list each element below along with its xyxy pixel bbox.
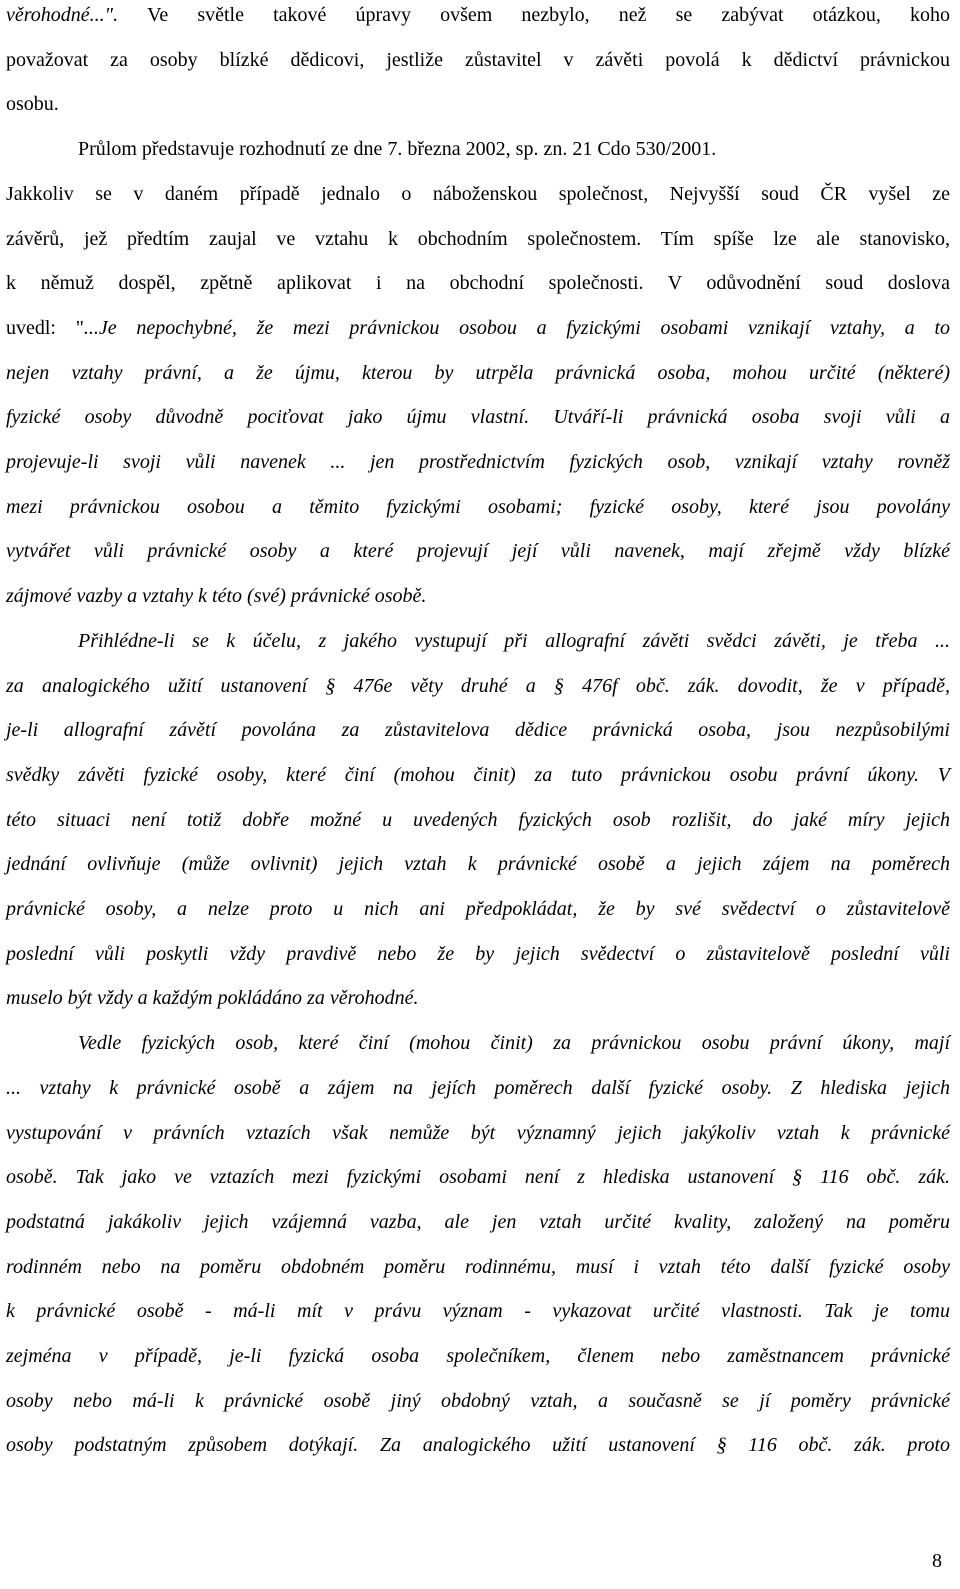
text-segment: k němuž dospěl, zpětně aplikovat i na obchodní společnosti. V odůvodnění soud doslova [6,272,950,295]
italic-text-segment: k právnické osobě - má-li mít v právu význam - vykazovat určité vlastnosti. Tak je tomu [6,1300,950,1323]
italic-text-segment: ... vztahy k právnické osobě a zájem na jejích poměrech další fyzické osoby. Z hlediska jejich [6,1076,950,1099]
text-segment: Jakkoliv se v daném případě jednalo o náboženskou společnost, Nejvyšší soud ČR vyšel ze [6,182,950,205]
text-line [6,941,950,967]
text-line [6,807,950,833]
italic-text-segment: poslední vůli poskytli vždy pravdivě nebo že by jejich svědectví o zůstavitelově poslední vůli [6,942,950,965]
text-line [6,404,950,430]
text-line [6,494,950,520]
text-line [6,896,950,922]
text-line [78,1030,950,1056]
italic-text-segment: osoby nebo má-li k právnické osobě jiný obdobný vztah, a současně se jí poměry právnické [6,1389,950,1412]
italic-text-segment: osoby podstatným způsobem dotýkají. Za analogického užití ustanovení § 116 obč. zák. proto [6,1434,950,1457]
italic-text-segment: za analogického užití ustanovení § 476e věty druhé a § 476f obč. zák. dovodit, že v případě, [6,674,950,697]
text-line [6,538,950,564]
italic-text-segment: věrohodné...". [6,4,148,26]
italic-text-segment: svědky závěti fyzické osoby, které činí (mohou činit) za tuto právnickou osobu právní úkony. V [6,763,950,786]
text-line [6,1298,950,1324]
text-line [6,1388,950,1414]
italic-text-segment: mezi právnickou osobou a těmito fyzickými osobami; fyzické osoby, které jsou povolány [6,495,950,518]
italic-text-segment: právnické osoby, a nelze proto u nich ani předpokládat, že by své svědectví o zůstavitelově [6,898,950,920]
italic-text-segment: ...Je nepochybné, že mezi právnickou osobou a fyzickými osobami vznikají vztahy, a to [83,316,950,339]
text-line [6,1343,950,1369]
text-segment: závěrů, jež předtím zaujal ve vztahu k obchodním společnostem. Tím spíše lze ale stanovisko, [6,227,950,250]
text-line [6,47,950,73]
italic-text-segment: jednání ovlivňuje (může ovlivnit) jejich vztah k právnické osobě a jejich zájem na poměrech [6,853,950,876]
italic-text-segment: zejména v případě, je-li fyzická osoba společníkem, členem nebo zaměstnancem právnické [6,1345,950,1367]
italic-text-segment: této situaci není totiž dobře možné u uvedených fyzických osob rozlišit, do jaké míry jejich [6,808,950,831]
italic-text-segment: projevuje-li svoji vůli navenek ... jen prostřednictvím fyzických osob, vznikají vztahy rovněž [6,451,950,473]
italic-text-segment: podstatná jakákoliv jejich vzájemná vazba, ale jen vztah určité kvality, založený na poměru [6,1210,950,1233]
text-line [6,1432,950,1458]
text-line [6,717,950,743]
text-line [6,91,950,117]
text-line [6,762,950,788]
text-line [6,315,950,341]
text-line [78,136,950,162]
text-line [6,1164,950,1190]
text-line [6,226,950,252]
text-line [6,360,950,386]
text-line [6,985,950,1011]
italic-text-segment: Vedle fyzických osob, které činí (mohou činit) za právnickou osobu právní úkony, mají [78,1032,950,1055]
text-line [6,2,950,28]
italic-text-segment: vytvářet vůli právnické osoby a které projevují její vůli navenek, mají zřejmě vždy blízké [6,540,950,563]
text-line [6,270,950,296]
italic-text-segment: zájmové vazby a vztahy k této (své) právnické osobě. [6,585,427,608]
italic-text-segment: muselo být vždy a každým pokládáno za věrohodné. [6,987,419,1010]
text-line [6,1254,950,1280]
text-segment: uvedl: " [6,316,84,339]
text-line [6,1209,950,1235]
text-line [6,583,950,609]
text-line [6,673,950,699]
text-segment: Průlom představuje rozhodnutí ze dne 7. března 2002, sp. zn. 21 Cdo 530/2001. [78,138,717,161]
text-line [6,1075,950,1101]
italic-text-segment: Přihlédne-li se k účelu, z jakého vystupují při allografní závěti svědci závěti, je třeba ... [78,629,950,652]
italic-text-segment: je-li allografní závětí povolána za zůstavitelova dědice právnická osoba, jsou nezpůsobilými [6,719,950,742]
text-segment: považovat za osoby blízké dědicovi, jestliže zůstavitel v závěti povolá k dědictví právnickou [6,48,950,71]
text-segment: osobu. [6,93,59,116]
text-line [6,1120,950,1146]
italic-text-segment: osobě. Tak jako ve vztazích mezi fyzickými osobami není z hlediska ustanovení § 116 obč. zák. [6,1166,950,1189]
italic-text-segment: fyzické osoby důvodně pociťovat jako újmu vlastní. Utváří-li právnická osoba svoji vůli a [6,406,950,429]
italic-text-segment: vystupování v právních vztazích však nemůže být významný jejich jakýkoliv vztah k právnické [6,1121,950,1144]
italic-text-segment: rodinném nebo na poměru obdobném poměru rodinnému, musí i vztah této další fyzické osoby [6,1255,950,1278]
text-line [6,181,950,207]
text-line [6,449,950,475]
italic-text-segment: nejen vztahy právní, a že újmu, kterou by utrpěla právnická osoba, mohou určité (některé) [6,361,950,384]
text-line [78,628,950,654]
text-line [6,851,950,877]
text-segment: Ve světle takové úpravy ovšem nezbylo, než se zabývat otázkou, koho [147,4,950,26]
page-number: 8 [932,1550,942,1572]
